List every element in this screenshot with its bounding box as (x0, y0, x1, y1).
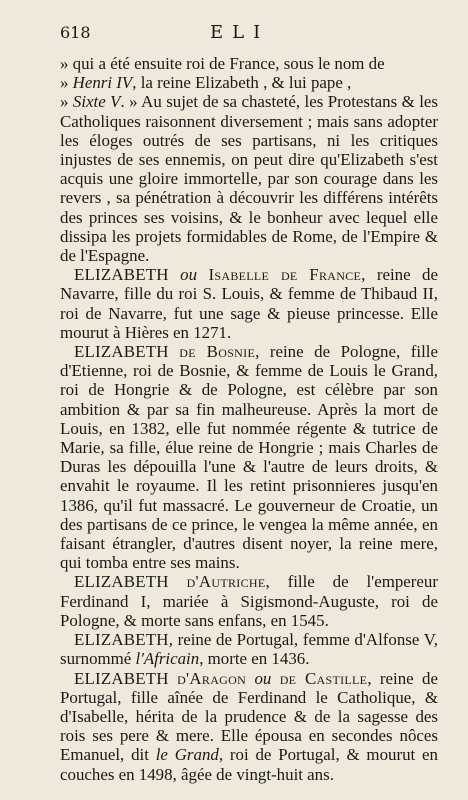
entry-headword: ELIZABETH (74, 630, 169, 650)
entry-epithet: d'Aragon (177, 668, 247, 688)
entry-de-bosnie (60, 342, 438, 572)
entry-text: , fille de l'empereur Ferdinand I, mariée à Sigismond-Auguste, roi de Pologne, & morte sans enfans, en 1545. (60, 572, 438, 630)
entry-text: , morte en 1436. (199, 649, 310, 669)
entry-text: , reine de Pologne, fille d'Etienne, roi de Bosnie, & femme de Louis le Grand, roi de Hongrie & de Pologne, est célèbre par son ambition & par sa fin malheureuse. Après la mort de Louis, en 1382, elle fut nommée régente & tutrice de Marie, sa fille, élue reine de Hongrie ; mais Charles de Duras les dépouilla l'une & l'autre de leurs droits, & envahit le royaume. Il les retint prisonnieres jusqu'en 1386, qu'il fut massacré. Le gouverneur de Croatie, un des partisans de ce prince, le vengea la même année, en faisant étrangler, d'autres disent noyer, la reine mere, qui tomba entre ses mains. (60, 342, 438, 573)
entry-text: , reine de Portugal, fille aînée de Ferdinand le Catholique, & d'Isabelle, hérita de la prudence & de la sagesse des rois ses pere & mere. Elle épousa en secondes nôces Emanuel, dit (60, 668, 439, 765)
entry-connector: ou (246, 668, 280, 688)
entry-connector (169, 572, 187, 591)
entry-headword: ELIZABETH (74, 265, 169, 285)
quote-line: » qui a été ensuite roi de France, sous le nom de (60, 54, 385, 73)
entry-isabelle-de-france (60, 265, 438, 342)
entry-text: , reine de Navarre, fille du roi S. Louis, & femme de Thibaud II, roi de Navarre, fut une sage & pieuse princesse. Elle mourut à Hières en 1271. (60, 265, 439, 342)
running-head (60, 22, 438, 54)
entry-headword: ELIZABETH (74, 668, 169, 688)
quote-mark: » (60, 92, 73, 112)
entry-text: , reine de Portugal, femme d'Alfonse V, surnommé (60, 630, 438, 669)
entry-epithet: d'Autriche (186, 572, 266, 592)
entry-text: , roi de Portugal, & mourut en couches en 1498, âgée de vingt-huit ans. (60, 745, 438, 784)
quote-mark: » (60, 73, 73, 93)
entry-epithet: de Bosnie (179, 342, 256, 362)
entry-headword: ELIZABETH (74, 342, 169, 362)
running-title: ELI (210, 22, 270, 43)
entry-reine-de-portugal (60, 630, 438, 668)
quote-text: , la reine Elizabeth , & lui pape , (132, 73, 352, 93)
entry-epithet: de Castille (279, 668, 368, 688)
page-number: 618 (60, 23, 91, 42)
entry-headword: ELIZABETH (74, 572, 169, 592)
entry-italic: le Grand (155, 745, 219, 765)
italic-name: Henri IV (72, 73, 133, 93)
paragraph-text: & les Catholiques raisonnent diversement ; mais sans adopter les éloges outrés de ses partisans, ni les critiques injustes de ses ennemis, on peut dire qu'Elizabeth s'est acquis une gloire immortelle, par son courage dans les revers , sa pénétration à découvrir les différens intérêts des princes ses voisins, & le bonheur avec lequel elle dissipa les projets formidables de Rome, de l'Empire & de l'Espagne. (60, 92, 438, 266)
entry-connector: ou (168, 265, 209, 285)
entry-d-autriche (60, 572, 438, 630)
quote-line (60, 73, 438, 92)
entry-connector (169, 342, 180, 361)
quote-text: . » Au sujet de sa chasteté, les Protestans (120, 92, 398, 112)
entry-epithet: Isabelle de France (208, 265, 362, 285)
body-text (60, 54, 438, 784)
entry-italic: l'Africain (135, 649, 200, 669)
italic-name: Sixte V (72, 92, 121, 112)
entry-d-aragon (60, 669, 438, 784)
continuation-paragraph (60, 54, 438, 265)
